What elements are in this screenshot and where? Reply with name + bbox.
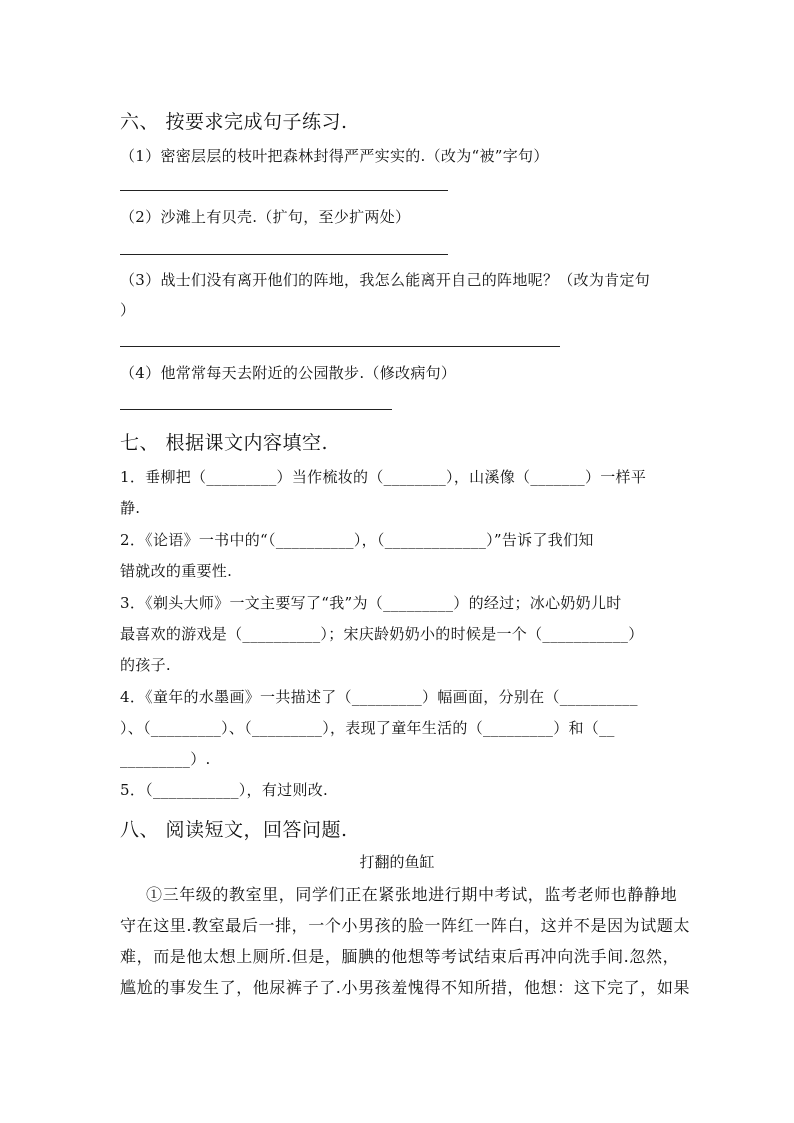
fill-line: 错就改的重要性. (120, 562, 233, 580)
passage-title: 打翻的鱼缸 (359, 853, 435, 871)
section-6-heading: 六、 按要求完成句子练习. (120, 111, 348, 133)
answer-line-q2[interactable] (120, 254, 448, 255)
passage-line: ①三年级的教室里，同学们正在紧张地进行期中考试，监考老师也静静地 (146, 885, 678, 904)
fill-line: 1．垂柳把（_________）当作梳妆的（________），山溪像（_______）一样平 (120, 468, 647, 486)
answer-line-q3[interactable] (120, 346, 560, 347)
fill-line: _________）. (120, 750, 211, 768)
fill-line: 2．《论语》一书中的“（__________），（_____________）”告诉了我们知 (120, 531, 594, 549)
section-6-question-3-line-1: （3）战士们没有离开他们的阵地，我怎么能离开自己的阵地呢？（改为肯定句 (120, 271, 651, 289)
section-6-question-4: （4）他常常每天去附近的公园散步.（修改病句） (120, 364, 457, 382)
answer-line-q4[interactable] (120, 409, 392, 410)
answer-line-q1[interactable] (120, 190, 448, 191)
fill-line: 3．《剃头大师》一文主要写了“我”为（_________）的经过；冰心奶奶儿时 (120, 594, 622, 612)
passage-line: 尴尬的事发生了，他尿裤子了.小男孩羞愧得不知所措，他想：这下完了，如果 (120, 978, 691, 997)
fill-line: 4．《童年的水墨画》一共描述了（_________）幅画面，分别在（__________ (120, 688, 638, 706)
fill-line: 静. (120, 499, 141, 517)
fill-line: ）、（_________）、（_________），表现了童年生活的（_________）和（__ (120, 719, 615, 737)
section-6-question-3-line-2: ） (120, 301, 136, 319)
fill-line: 最喜欢的游戏是（__________）；宋庆龄奶奶小的时候是一个（___________） (120, 625, 644, 643)
section-8-heading: 八、 阅读短文，回答问题. (120, 819, 348, 841)
section-6-question-1: （1）密密层层的枝叶把森林封得严严实实的.（改为“被”字句） (120, 147, 549, 165)
section-6-question-2: （2）沙滩上有贝壳.（扩句，至少扩两处） (120, 208, 411, 226)
fill-line: 的孩子. (120, 656, 171, 674)
passage-line: 守在这里.教室最后一排，一个小男孩的脸一阵红一阵白，这并不是因为试题太 (120, 916, 691, 935)
fill-line: 5．（___________），有过则改. (120, 781, 329, 799)
passage-line: 难，而是他太想上厕所.但是，腼腆的他想等考试结束后再冲向洗手间.忽然， (120, 947, 680, 966)
section-7-heading: 七、 根据课文内容填空. (120, 432, 329, 454)
